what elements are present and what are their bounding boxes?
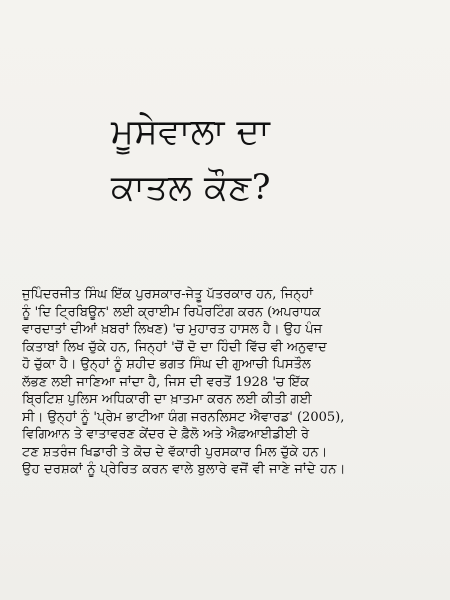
author-bio-line: ਵਾਰਦਾਤਾਂ ਦੀਆਂ ਖ਼ਬਰਾਂ ਲਿਖਣ) 'ਚ ਮੁਹਾਰਤ ਹਾਸਲ ਹੈ। ਉਹ ਪੰਜ: [22, 322, 323, 337]
author-bio-line: ਕਿਤਾਬਾਂ ਲਿਖ ਚੁੱਕੇ ਹਨ, ਜਿਨ੍ਹਾਂ 'ਚੋਂ ਦੋ ਦਾ ਹਿੰਦੀ ਵਿੱਚ ਵੀ ਅਨੁਵਾਦ: [22, 339, 327, 355]
book-title: [111, 104, 411, 216]
author-bio-line: ਬ੍ਰਿਟਿਸ਼ ਪੁਲਿਸ ਅਧਿਕਾਰੀ ਦਾ ਖ਼ਾਤਮਾ ਕਰਨ ਲਈ ਕੀਤੀ ਗਈ: [22, 392, 312, 407]
author-bio-paragraph: [22, 286, 432, 479]
author-bio-line: ਜੁਪਿੰਦਰਜੀਤ ਸਿੰਘ ਇੱਕ ਪੁਰਸਕਾਰ-ਜੇਤੂ ਪੱਤਰਕਾਰ ਹਨ, ਜਿਨ੍ਹਾਂ: [22, 287, 313, 302]
author-bio-line: ਲੱਭਣ ਲਈ ਜਾਣਿਆ ਜਾਂਦਾ ਹੈ, ਜਿਸ ਦੀ ਵਰਤੋਂ 1928 'ਚ ਇੱਕ: [22, 374, 309, 390]
book-title-line-1: ਮੂਸੇਵਾਲਾ ਦਾ: [111, 112, 271, 152]
author-bio-line: ਵਿਗਿਆਨ ਤੇ ਵਾਤਾਵਰਣ ਕੇਂਦਰ ਦੇ ਫ਼ੈਲੋ ਅਤੇ ਐਫ਼ਆਈਡੀਈ ਰੇ: [22, 427, 310, 442]
book-title-line-2: ਕਾਤਲ ਕੌਣ?: [111, 168, 271, 208]
author-bio-line: ਉਹ ਦਰਸ਼ਕਾਂ ਨੂੰ ਪ੍ਰੇਰਿਤ ਕਰਨ ਵਾਲੇ ਬੁਲਾਰੇ ਵਜੋਂ ਵੀ ਜਾਣੇ ਜਾਂਦੇ ਹਨ।: [22, 462, 346, 477]
author-bio-line: ਹੋ ਚੁੱਕਾ ਹੈ। ਉਨ੍ਹਾਂ ਨੂੰ ਸ਼ਹੀਦ ਭਗਤ ਸਿੰਘ ਦੀ ਗੁਆਚੀ ਪਿਸਤੌਲ: [22, 357, 311, 372]
author-bio-line: ਨੂੰ 'ਦਿ ਟ੍ਰਿਬਿਊਨ' ਲਈ ਕ੍ਰਾਈਮ ਰਿਪੋਰਟਿੰਗ ਕਰਨ (ਅਪਰਾਧਕ: [22, 304, 321, 320]
author-bio-line: ਸੀ। ਉਨ੍ਹਾਂ ਨੂੰ 'ਪ੍ਰੇਮ ਭਾਟੀਆ ਯੰਗ ਜਰਨਲਿਸਟ ਐਵਾਰਡ' (2005),: [22, 409, 345, 425]
author-bio-line: ਟਣ ਸ਼ਤਰੰਜ ਖਿਡਾਰੀ ਤੇ ਕੋਚ ਦੇ ਵੱਕਾਰੀ ਪੁਰਸਕਾਰ ਮਿਲ ਚੁੱਕੇ ਹਨ।: [22, 444, 328, 460]
